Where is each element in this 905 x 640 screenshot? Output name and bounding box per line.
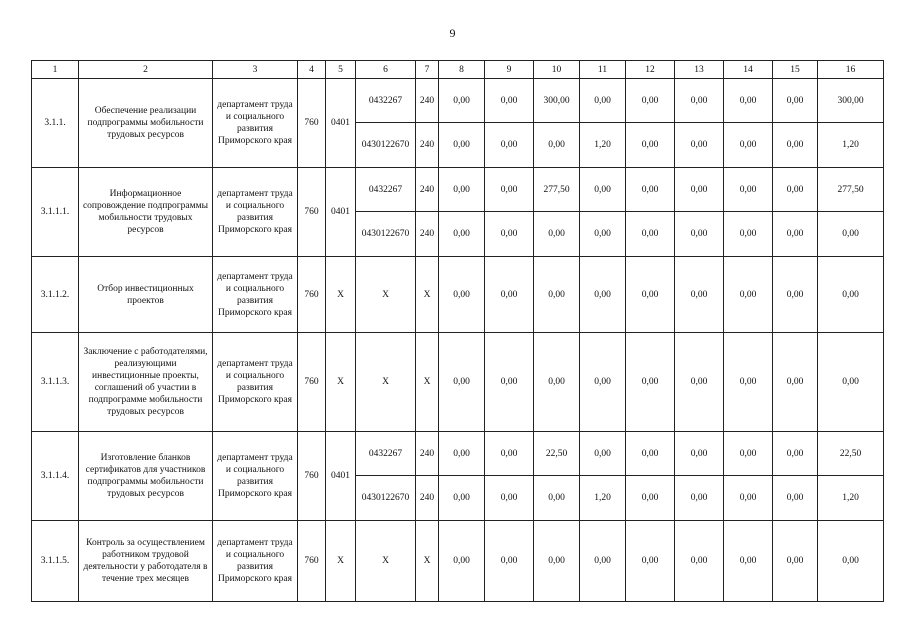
- value-cell: 300,00: [818, 79, 884, 123]
- row-col7: X: [416, 521, 439, 602]
- value-cell: 0,00: [724, 476, 773, 521]
- row-col7: 240: [416, 212, 439, 257]
- row-col5: X: [326, 257, 356, 333]
- row-name: Изготовление бланков сертификатов для участников подпрограммы мобильности трудовых ресурсов: [79, 432, 213, 521]
- value-cell: 0,00: [580, 333, 626, 432]
- value-cell: 0,00: [485, 257, 534, 333]
- value-cell: 0,00: [724, 333, 773, 432]
- row-department: департамент труда и социального развития Приморского края: [213, 333, 298, 432]
- value-cell: 0,00: [485, 123, 534, 168]
- value-cell: 0,00: [724, 432, 773, 476]
- row-col7: X: [416, 257, 439, 333]
- header-cell: 7: [416, 61, 439, 79]
- row-col4: 760: [298, 168, 326, 257]
- header-cell: 3: [213, 61, 298, 79]
- page-number: 9: [449, 26, 456, 40]
- header-cell: 14: [724, 61, 773, 79]
- row-code: 3.1.1.2.: [32, 257, 79, 333]
- row-name: Заключение с работодателями, реализующими инвестиционные проекты, соглашений об участии в подпрограмме мобильности трудовых ресурсов: [79, 333, 213, 432]
- header-cell: 11: [580, 61, 626, 79]
- value-cell: 0,00: [439, 123, 485, 168]
- header-cell: 5: [326, 61, 356, 79]
- row-col5: 0401: [326, 79, 356, 168]
- row-col7: 240: [416, 79, 439, 123]
- row-col5: X: [326, 333, 356, 432]
- row-name: Обеспечение реализации подпрограммы мобильности трудовых ресурсов: [79, 79, 213, 168]
- row-col4: 760: [298, 257, 326, 333]
- row-col5: 0401: [326, 432, 356, 521]
- value-cell: 0,00: [485, 521, 534, 602]
- value-cell: 0,00: [626, 257, 675, 333]
- table-row: [32, 168, 884, 212]
- value-cell: 0,00: [675, 123, 724, 168]
- value-cell: 0,00: [724, 79, 773, 123]
- value-cell: 0,00: [675, 521, 724, 602]
- row-col6: 0432267: [356, 79, 416, 123]
- value-cell: 0,00: [626, 212, 675, 257]
- value-cell: 22,50: [534, 432, 580, 476]
- row-col7: 240: [416, 432, 439, 476]
- value-cell: 0,00: [439, 476, 485, 521]
- value-cell: 0,00: [439, 168, 485, 212]
- row-code: 3.1.1.3.: [32, 333, 79, 432]
- value-cell: 0,00: [626, 521, 675, 602]
- value-cell: 0,00: [485, 79, 534, 123]
- value-cell: 0,00: [580, 79, 626, 123]
- value-cell: 300,00: [534, 79, 580, 123]
- value-cell: 0,00: [485, 212, 534, 257]
- value-cell: 1,20: [818, 476, 884, 521]
- value-cell: 0,00: [818, 212, 884, 257]
- value-cell: 0,00: [675, 212, 724, 257]
- value-cell: 277,50: [534, 168, 580, 212]
- value-cell: 0,00: [724, 168, 773, 212]
- value-cell: 0,00: [773, 168, 818, 212]
- value-cell: 0,00: [724, 123, 773, 168]
- row-col4: 760: [298, 79, 326, 168]
- value-cell: 1,20: [818, 123, 884, 168]
- row-department: департамент труда и социального развития Приморского края: [213, 168, 298, 257]
- row-col6: 0432267: [356, 168, 416, 212]
- row-department: департамент труда и социального развития Приморского края: [213, 79, 298, 168]
- value-cell: 0,00: [534, 333, 580, 432]
- value-cell: 0,00: [773, 333, 818, 432]
- header-row: [32, 61, 884, 79]
- row-col4: 760: [298, 333, 326, 432]
- header-cell: 6: [356, 61, 416, 79]
- value-cell: 0,00: [580, 168, 626, 212]
- value-cell: 0,00: [626, 476, 675, 521]
- header-cell: 9: [485, 61, 534, 79]
- row-code: 3.1.1.4.: [32, 432, 79, 521]
- row-name: Информационное сопровождение подпрограммы мобильности трудовых ресурсов: [79, 168, 213, 257]
- row-col7: 240: [416, 123, 439, 168]
- value-cell: 0,00: [534, 257, 580, 333]
- row-code: 3.1.1.5.: [32, 521, 79, 602]
- table-row: [32, 521, 884, 602]
- header-cell: 8: [439, 61, 485, 79]
- value-cell: 0,00: [675, 432, 724, 476]
- value-cell: 0,00: [534, 212, 580, 257]
- row-col6: 0430122670: [356, 476, 416, 521]
- value-cell: 0,00: [485, 333, 534, 432]
- value-cell: 0,00: [675, 476, 724, 521]
- value-cell: 1,20: [580, 123, 626, 168]
- row-col6: X: [356, 257, 416, 333]
- value-cell: 0,00: [818, 333, 884, 432]
- value-cell: 0,00: [439, 333, 485, 432]
- value-cell: 0,00: [534, 521, 580, 602]
- value-cell: 0,00: [773, 212, 818, 257]
- row-name: Отбор инвестиционных проектов: [79, 257, 213, 333]
- row-code: 3.1.1.: [32, 79, 79, 168]
- header-cell: 2: [79, 61, 213, 79]
- row-col6: X: [356, 333, 416, 432]
- value-cell: 0,00: [818, 257, 884, 333]
- value-cell: 0,00: [485, 432, 534, 476]
- table-row: [32, 79, 884, 123]
- row-col5: X: [326, 521, 356, 602]
- value-cell: 0,00: [439, 432, 485, 476]
- value-cell: 0,00: [773, 476, 818, 521]
- value-cell: 0,00: [675, 257, 724, 333]
- value-cell: 0,00: [675, 333, 724, 432]
- table-row: [32, 257, 884, 333]
- value-cell: 0,00: [626, 432, 675, 476]
- value-cell: 0,00: [773, 432, 818, 476]
- value-cell: 0,00: [626, 333, 675, 432]
- header-cell: 1: [32, 61, 79, 79]
- budget-table: [31, 60, 884, 602]
- value-cell: 0,00: [485, 168, 534, 212]
- value-cell: 0,00: [580, 432, 626, 476]
- table-row: [32, 333, 884, 432]
- value-cell: 0,00: [724, 212, 773, 257]
- row-code: 3.1.1.1.: [32, 168, 79, 257]
- table-row: [32, 432, 884, 476]
- row-col7: 240: [416, 476, 439, 521]
- value-cell: 0,00: [773, 521, 818, 602]
- row-col7: X: [416, 333, 439, 432]
- value-cell: 0,00: [626, 79, 675, 123]
- value-cell: 0,00: [675, 79, 724, 123]
- row-col6: 0432267: [356, 432, 416, 476]
- row-department: департамент труда и социального развития Приморского края: [213, 432, 298, 521]
- value-cell: 0,00: [626, 123, 675, 168]
- row-col6: 0430122670: [356, 212, 416, 257]
- row-col4: 760: [298, 521, 326, 602]
- value-cell: 0,00: [675, 168, 724, 212]
- row-col6: X: [356, 521, 416, 602]
- value-cell: 0,00: [818, 521, 884, 602]
- header-cell: 16: [818, 61, 884, 79]
- header-cell: 15: [773, 61, 818, 79]
- value-cell: 0,00: [439, 257, 485, 333]
- value-cell: 0,00: [773, 257, 818, 333]
- header-cell: 12: [626, 61, 675, 79]
- value-cell: 0,00: [439, 212, 485, 257]
- value-cell: 0,00: [485, 476, 534, 521]
- row-name: Контроль за осуществлением работником трудовой деятельности у работодателя в течение трех месяцев: [79, 521, 213, 602]
- header-cell: 10: [534, 61, 580, 79]
- row-department: департамент труда и социального развития Приморского края: [213, 257, 298, 333]
- row-col7: 240: [416, 168, 439, 212]
- row-department: департамент труда и социального развития Приморского края: [213, 521, 298, 602]
- row-col6: 0430122670: [356, 123, 416, 168]
- value-cell: 277,50: [818, 168, 884, 212]
- value-cell: 1,20: [580, 476, 626, 521]
- value-cell: 0,00: [580, 257, 626, 333]
- row-col4: 760: [298, 432, 326, 521]
- value-cell: 0,00: [439, 521, 485, 602]
- value-cell: 0,00: [626, 168, 675, 212]
- row-col5: 0401: [326, 168, 356, 257]
- value-cell: 0,00: [439, 79, 485, 123]
- header-cell: 4: [298, 61, 326, 79]
- value-cell: 0,00: [773, 79, 818, 123]
- value-cell: 0,00: [534, 123, 580, 168]
- value-cell: 0,00: [724, 521, 773, 602]
- value-cell: 0,00: [724, 257, 773, 333]
- header-cell: 13: [675, 61, 724, 79]
- value-cell: 0,00: [580, 521, 626, 602]
- value-cell: 0,00: [773, 123, 818, 168]
- value-cell: 0,00: [580, 212, 626, 257]
- value-cell: 0,00: [534, 476, 580, 521]
- value-cell: 22,50: [818, 432, 884, 476]
